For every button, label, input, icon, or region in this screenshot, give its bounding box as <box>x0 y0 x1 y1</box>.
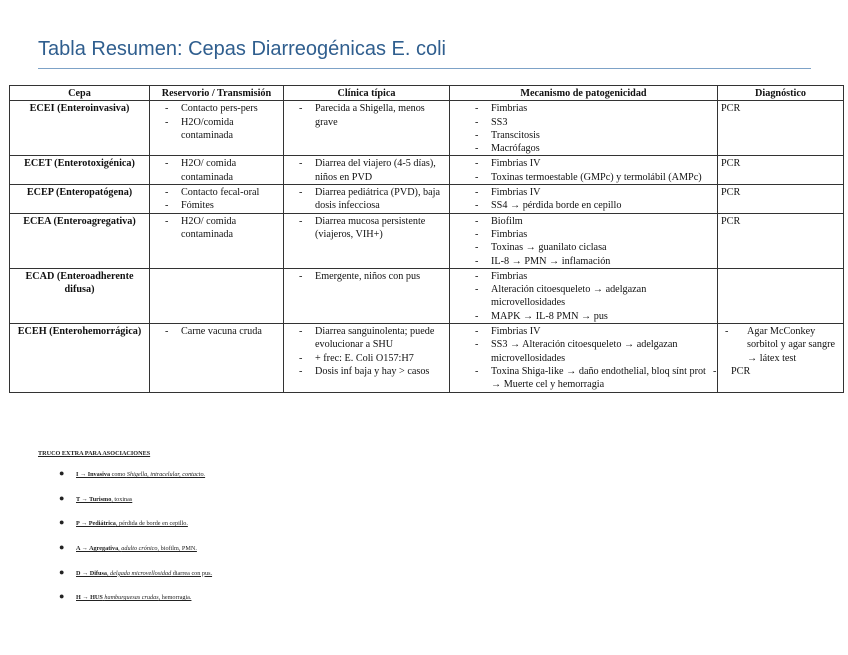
list-item: - SS3 <box>475 116 714 129</box>
tricks-title: TRUCO EXTRA PARA ASOCIACIONES <box>38 450 151 457</box>
list-item: - Agar McConkey sorbitol y agar sangre → látex test <box>725 325 840 365</box>
mecanismo-cell <box>450 185 718 214</box>
list-item: - Diarrea mucosa persistente (viajeros, VIH+) <box>299 215 446 242</box>
mecanismo-cell <box>450 324 718 392</box>
list-item: - Fimbrias <box>475 270 714 283</box>
table-row <box>10 156 844 185</box>
mecanismo-cell <box>450 268 718 323</box>
diagnostico-cell: PCR <box>718 156 844 185</box>
header-row <box>10 86 844 101</box>
header-cepa: Cepa <box>10 86 150 101</box>
list-item: - Diarrea del viajero (4-5 días), niños en PVD <box>299 157 446 184</box>
table-row <box>10 268 844 323</box>
reservorio-cell <box>150 213 284 268</box>
bullet-icon: ● <box>59 542 65 553</box>
list-item: - H2O/comida contaminada <box>165 116 280 143</box>
tricks-section <box>38 450 212 619</box>
list-item: - Diarrea sanguinolenta; puede evolucionar a SHU <box>299 325 446 352</box>
trick-text: , hemorragia. <box>158 594 192 602</box>
clinica-cell <box>284 156 450 185</box>
list-item: - SS3 → Alteración citoesqueleto → adelgazan microvellosidades <box>475 338 714 365</box>
tricks-list <box>38 468 213 619</box>
list-item: - Fimbrias IV <box>475 186 714 199</box>
list-item: - Parecida a Shigella, menos grave <box>299 102 446 129</box>
diagnostico-cell: PCR <box>718 185 844 214</box>
trick-italic: hamburguesas crudas <box>104 594 159 602</box>
list-item: - Toxina Shiga-like → daño endothelial, bloq sínt prot → Muerte cel y hemorragia <box>475 365 714 392</box>
trick-text: diarrea con pus. <box>171 569 213 577</box>
table-row <box>10 324 844 392</box>
diagnostico-cell <box>718 268 844 323</box>
header-reservorio: Reservorio / Transmisión <box>150 86 284 101</box>
list-item: - H2O/ comida contaminada <box>165 215 280 242</box>
trick-italic: adulto crónico <box>121 545 158 553</box>
trick-text: , pérdida de borde en cepillo. <box>115 520 188 528</box>
list-item: - + frec: E. Coli O157:H7 <box>299 352 446 365</box>
clinica-cell <box>284 213 450 268</box>
trick-text: , <box>118 545 122 553</box>
clinica-cell <box>284 101 450 156</box>
list-item: - Toxinas → guanilato ciclasa <box>475 241 714 254</box>
mecanismo-cell <box>450 156 718 185</box>
trick-text: , toxinas <box>111 495 133 503</box>
cepa-cell: ECET (Enterotoxigénica) <box>10 156 150 185</box>
diagnostico-cell: PCR <box>718 101 844 156</box>
list-item: - Biofilm <box>475 215 714 228</box>
trick-key: H → HUS <box>76 594 103 602</box>
clinica-cell <box>284 185 450 214</box>
list-item: - PCR <box>713 365 840 378</box>
trick-italic: delgada microvellosidad <box>110 569 172 577</box>
trick-text: como <box>110 471 127 478</box>
list-item: - Contacto pers-pers <box>165 102 280 115</box>
page-title: Tabla Resumen: Cepas Diarreogénicas E. coli <box>38 38 446 60</box>
cepa-cell: ECEH (Enterohemorrágica) <box>10 324 150 392</box>
title-underline <box>38 68 811 69</box>
table-row <box>10 101 844 156</box>
header-mecanismo: Mecanismo de patogenicidad <box>450 86 718 101</box>
diagnostico-cell <box>718 324 844 392</box>
reservorio-cell <box>150 101 284 156</box>
trick-text: , biofilm, PMN. <box>157 545 197 553</box>
mecanismo-cell <box>450 213 718 268</box>
list-item: - Fómites <box>165 199 280 212</box>
bullet-icon: ● <box>59 468 65 478</box>
list-item: - Transcitosis <box>475 129 714 142</box>
trick-key: I → Invasiva <box>76 471 111 478</box>
reservorio-cell <box>150 268 284 323</box>
trick-text: , <box>106 569 111 577</box>
list-item <box>38 591 212 619</box>
list-item: - Fimbrias <box>475 102 714 115</box>
reservorio-cell <box>150 324 284 392</box>
list-item: - Contacto fecal-oral <box>165 186 280 199</box>
header-diagnostico: Diagnóstico <box>718 86 844 101</box>
list-item: - IL-8 → PMN → inflamación <box>475 255 714 268</box>
cepa-cell: ECEI (Enteroinvasiva) <box>10 101 150 156</box>
header-clinica: Clínica típica <box>284 86 450 101</box>
summary-table <box>9 85 844 393</box>
list-item: - Emergente, niños con pus <box>299 270 446 283</box>
trick-key: D → Difusa <box>76 569 107 577</box>
list-item: - H2O/ comida contaminada <box>165 157 280 184</box>
clinica-cell <box>284 324 450 392</box>
table-row <box>10 213 844 268</box>
trick-key: A → Agregativa <box>76 545 119 553</box>
list-item: - MAPK → IL-8 PMN → pus <box>475 310 714 323</box>
list-item: - Toxinas termoestable (GMPc) y termolábil (AMPc) <box>475 171 714 184</box>
diagnostico-cell: PCR <box>718 213 844 268</box>
table-row <box>10 185 844 214</box>
trick-italic: Shigella, intracelular, contacto. <box>126 471 206 478</box>
trick-key: P → Pediátrica <box>76 520 116 528</box>
list-item: - SS4 → pérdida borde en cepillo <box>475 199 714 212</box>
reservorio-cell <box>150 185 284 214</box>
list-item: - Fimbrias <box>475 228 714 241</box>
list-item: - Fimbrias IV <box>475 325 714 338</box>
bullet-icon: ● <box>59 566 65 577</box>
cepa-cell: ECEP (Enteropatógena) <box>10 185 150 214</box>
list-item: - Diarrea pediátrica (PVD), baja dosis infecciosa <box>299 186 446 213</box>
trick-key: T → Turismo <box>76 495 112 503</box>
list-item: - Alteración citoesqueleto → adelgazan microvellosidades <box>475 283 714 310</box>
bullet-icon: ● <box>59 591 65 602</box>
mecanismo-cell <box>450 101 718 156</box>
list-item: - Macrófagos <box>475 142 714 155</box>
list-item: - Carne vacuna cruda <box>165 325 280 338</box>
list-item: - Dosis inf baja y hay > casos <box>299 365 446 378</box>
reservorio-cell <box>150 156 284 185</box>
cepa-cell: ECAD (Enteroadherente difusa) <box>10 268 150 323</box>
cepa-cell: ECEA (Enteroagregativa) <box>10 213 150 268</box>
list-item: - Fimbrias IV <box>475 157 714 170</box>
bullet-icon: ● <box>59 517 65 528</box>
clinica-cell <box>284 268 450 323</box>
bullet-icon: ● <box>59 492 65 503</box>
